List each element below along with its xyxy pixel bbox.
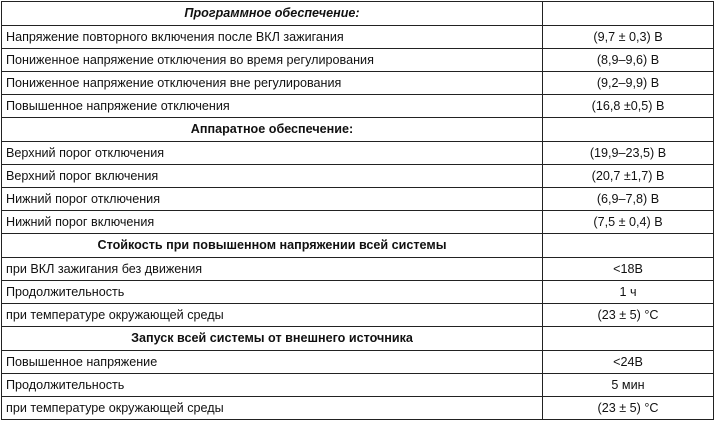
- section-header-row: [2, 234, 714, 258]
- parameter-label: Продолжительность: [2, 374, 543, 397]
- parameter-value: (7,5 ± 0,4) В: [543, 211, 714, 234]
- section-title: Стойкость при повышенном напряжении всей системы: [2, 234, 543, 258]
- parameter-value: (19,9–23,5) В: [543, 142, 714, 165]
- table-row: [2, 72, 714, 95]
- parameter-value: 1 ч: [543, 281, 714, 304]
- parameter-label: Верхний порог отключения: [2, 142, 543, 165]
- table-row: [2, 397, 714, 420]
- parameter-value: 5 мин: [543, 374, 714, 397]
- parameter-label: Повышенное напряжение отключения: [2, 95, 543, 118]
- table-row: [2, 374, 714, 397]
- parameter-label: при температуре окружающей среды: [2, 304, 543, 327]
- parameter-value: (23 ± 5) °C: [543, 304, 714, 327]
- parameter-value: (20,7 ±1,7) В: [543, 165, 714, 188]
- parameter-value: (8,9–9,6) В: [543, 49, 714, 72]
- specifications-table: [1, 1, 714, 420]
- table-row: [2, 258, 714, 281]
- parameter-label: Верхний порог включения: [2, 165, 543, 188]
- table-row: [2, 281, 714, 304]
- empty-cell: [543, 118, 714, 142]
- table-row: [2, 351, 714, 374]
- section-header-row: [2, 118, 714, 142]
- parameter-value: (6,9–7,8) В: [543, 188, 714, 211]
- parameter-value: <18В: [543, 258, 714, 281]
- section-title: Аппаратное обеспечение:: [2, 118, 543, 142]
- section-title: Программное обеспечение:: [2, 2, 543, 26]
- table-row: [2, 211, 714, 234]
- table-row: [2, 49, 714, 72]
- table-row: [2, 142, 714, 165]
- parameter-label: Нижний порог отключения: [2, 188, 543, 211]
- section-header-row: [2, 327, 714, 351]
- section-title: Запуск всей системы от внешнего источника: [2, 327, 543, 351]
- parameter-label: при температуре окружающей среды: [2, 397, 543, 420]
- table-row: [2, 188, 714, 211]
- table-row: [2, 165, 714, 188]
- empty-cell: [543, 234, 714, 258]
- table-row: [2, 26, 714, 49]
- table-row: [2, 95, 714, 118]
- parameter-value: (9,2–9,9) В: [543, 72, 714, 95]
- table-row: [2, 304, 714, 327]
- empty-cell: [543, 2, 714, 26]
- parameter-value: (9,7 ± 0,3) В: [543, 26, 714, 49]
- parameter-value: (16,8 ±0,5) В: [543, 95, 714, 118]
- parameter-label: Пониженное напряжение отключения вне регулирования: [2, 72, 543, 95]
- empty-cell: [543, 327, 714, 351]
- parameter-label: Нижний порог включения: [2, 211, 543, 234]
- parameter-label: при ВКЛ зажигания без движения: [2, 258, 543, 281]
- parameter-value: (23 ± 5) °C: [543, 397, 714, 420]
- parameter-label: Пониженное напряжение отключения во время регулирования: [2, 49, 543, 72]
- section-header-row: [2, 2, 714, 26]
- parameter-value: <24В: [543, 351, 714, 374]
- parameter-label: Продолжительность: [2, 281, 543, 304]
- parameter-label: Повышенное напряжение: [2, 351, 543, 374]
- parameter-label: Напряжение повторного включения после ВКЛ зажигания: [2, 26, 543, 49]
